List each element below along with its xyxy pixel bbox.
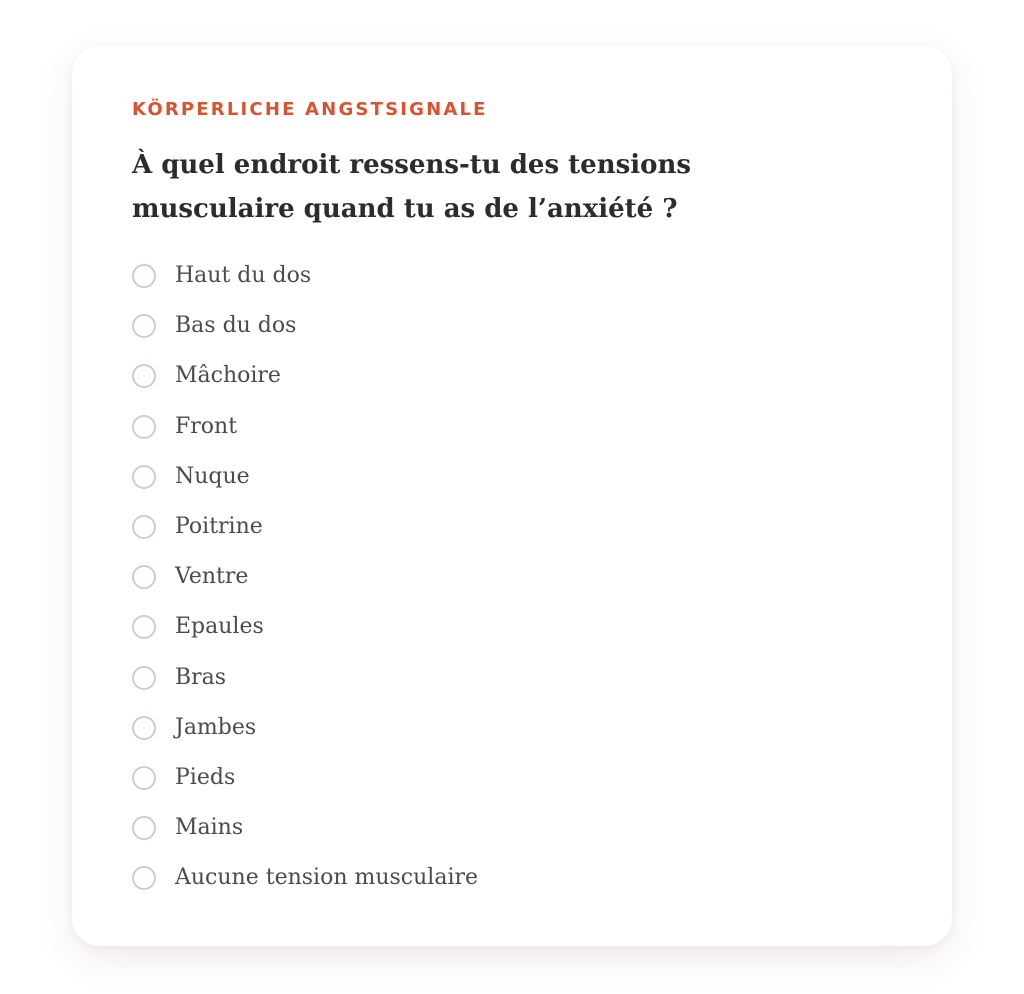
section-eyebrow: KÖRPERLICHE ANGSTSIGNALE — [132, 99, 488, 120]
option-item[interactable] — [132, 703, 478, 753]
option-label: Bas du dos — [175, 313, 297, 339]
option-label: Epaules — [175, 614, 264, 640]
option-item[interactable] — [132, 301, 478, 351]
radio-unchecked-icon[interactable] — [132, 666, 156, 690]
option-label: Aucune tension musculaire — [175, 865, 479, 891]
radio-unchecked-icon[interactable] — [132, 264, 156, 288]
survey-card — [72, 46, 952, 946]
option-label: Front — [175, 413, 238, 439]
option-label: Poitrine — [175, 514, 263, 540]
radio-unchecked-icon[interactable] — [132, 515, 156, 539]
options-list — [132, 251, 478, 903]
option-item[interactable] — [132, 251, 478, 301]
option-label: Mains — [175, 815, 244, 841]
radio-unchecked-icon[interactable] — [132, 716, 156, 740]
radio-unchecked-icon[interactable] — [132, 866, 156, 890]
option-item[interactable] — [132, 452, 478, 502]
question-title: À quel endroit ressens-tu des tensions musculaire quand tu as de l’anxiété ? — [132, 150, 691, 224]
option-label: Bras — [175, 664, 227, 690]
radio-unchecked-icon[interactable] — [132, 415, 156, 439]
radio-unchecked-icon[interactable] — [132, 816, 156, 840]
option-label: Jambes — [175, 714, 257, 740]
option-label: Nuque — [175, 463, 250, 489]
option-item[interactable] — [132, 351, 478, 401]
radio-unchecked-icon[interactable] — [132, 615, 156, 639]
option-label: Ventre — [175, 564, 249, 590]
option-label: Haut du dos — [175, 263, 312, 289]
option-item[interactable] — [132, 402, 478, 452]
option-item[interactable] — [132, 853, 478, 903]
option-item[interactable] — [132, 653, 478, 703]
option-item[interactable] — [132, 803, 478, 853]
radio-unchecked-icon[interactable] — [132, 364, 156, 388]
radio-unchecked-icon[interactable] — [132, 314, 156, 338]
option-label: Pieds — [175, 764, 236, 790]
option-item[interactable] — [132, 552, 478, 602]
option-item[interactable] — [132, 502, 478, 552]
option-item[interactable] — [132, 753, 478, 803]
radio-unchecked-icon[interactable] — [132, 565, 156, 589]
option-item[interactable] — [132, 602, 478, 652]
radio-unchecked-icon[interactable] — [132, 766, 156, 790]
option-label: Mâchoire — [175, 363, 281, 389]
radio-unchecked-icon[interactable] — [132, 465, 156, 489]
